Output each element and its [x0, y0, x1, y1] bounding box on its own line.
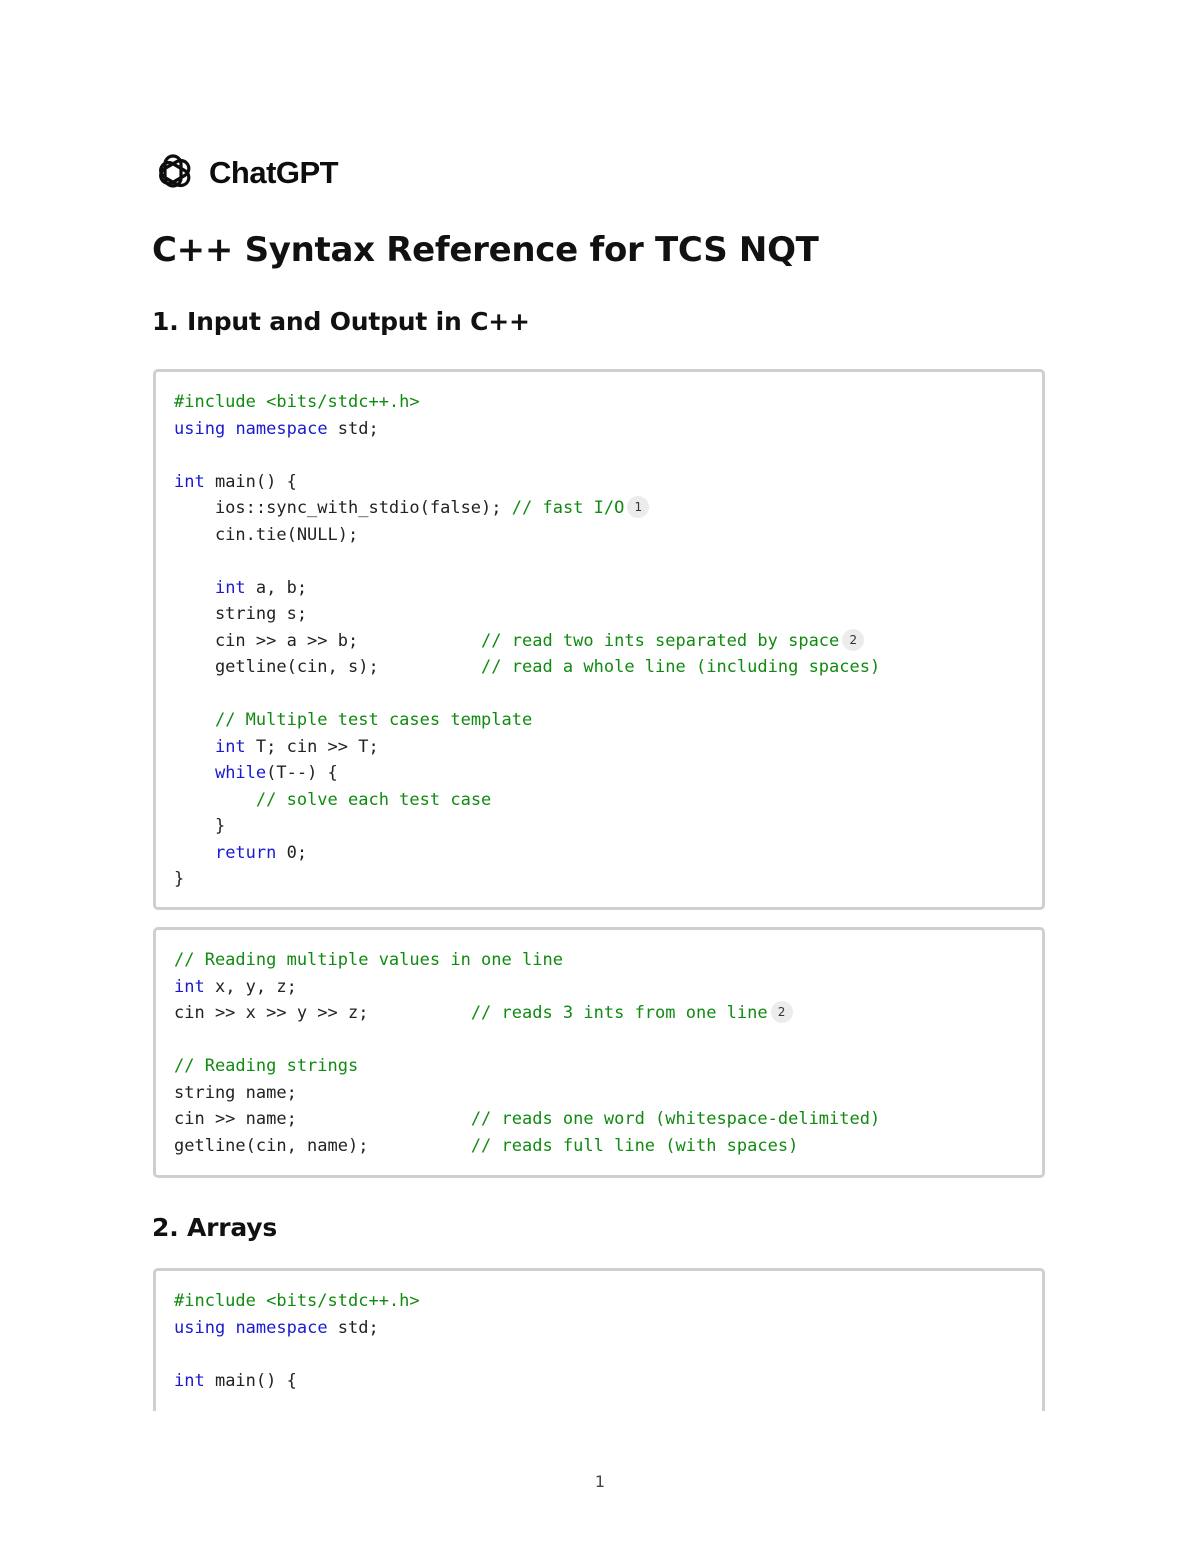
- code-token: cin.tie(NULL);: [174, 524, 359, 545]
- code-block-reading-values: [153, 927, 1045, 1178]
- code-block-arrays: [153, 1268, 1045, 1411]
- code-comment: // Reading strings: [174, 1056, 359, 1076]
- code-token: [225, 1318, 235, 1338]
- code-token: string name;: [174, 1082, 297, 1103]
- code-token: getline(cin, s);: [174, 657, 482, 677]
- openai-logo-icon: [152, 152, 194, 194]
- code-token: string s;: [174, 604, 308, 624]
- code-comment: // reads one word (whitespace-delimited): [470, 1109, 881, 1129]
- code-token: [174, 763, 215, 783]
- code-token: 0;: [276, 842, 308, 863]
- code-token: std;: [327, 1317, 379, 1338]
- brand-name: ChatGPT: [209, 155, 339, 190]
- code-keyword: int: [214, 577, 246, 598]
- citation-badge[interactable]: 2: [771, 1001, 793, 1023]
- code-text: [156, 372, 1042, 893]
- code-keyword: int: [174, 1370, 205, 1391]
- code-keyword: int: [174, 471, 205, 492]
- code-text: [156, 1271, 1042, 1394]
- code-comment: // reads full line (with spaces): [470, 1135, 799, 1156]
- code-keyword: int: [214, 736, 246, 757]
- code-token: }: [174, 816, 226, 836]
- brand-logo: [152, 151, 338, 195]
- document-title: C++ Syntax Reference for TCS NQT: [152, 230, 819, 270]
- code-token: cin >> x >> y >> z;: [174, 1003, 471, 1023]
- code-token: ios::sync_with_stdio(false);: [174, 498, 512, 518]
- code-comment: // read two ints separated by space: [481, 630, 840, 651]
- code-block-io-template: [153, 369, 1045, 910]
- code-token: main() {: [204, 1370, 297, 1391]
- code-token: cin >> name;: [174, 1109, 471, 1129]
- code-token: [174, 843, 215, 863]
- citation-badge[interactable]: 1: [627, 496, 649, 518]
- code-comment: // reads 3 ints from one line: [470, 1003, 768, 1023]
- code-token: #include <bits/stdc++.h>: [174, 392, 420, 412]
- code-comment: // Multiple test cases template: [214, 710, 533, 730]
- code-token: cin >> a >> b;: [174, 630, 482, 651]
- code-token: [225, 419, 235, 439]
- code-text: [156, 930, 1042, 1159]
- code-token: main() {: [204, 471, 297, 492]
- code-comment: // Reading multiple values in one line: [174, 950, 563, 970]
- code-token: T; cin >> T;: [245, 736, 379, 757]
- section-title-input-output: 1. Input and Output in C++: [152, 307, 530, 336]
- code-token: [174, 578, 215, 598]
- code-keyword: using: [174, 1317, 226, 1338]
- citation-badge[interactable]: 2: [842, 629, 864, 651]
- code-token: (T--) {: [266, 763, 338, 783]
- code-keyword: while: [214, 763, 267, 783]
- code-comment: // solve each test case: [255, 789, 492, 810]
- code-keyword: return: [214, 842, 277, 863]
- code-keyword: namespace: [235, 1317, 328, 1338]
- code-token: [174, 710, 215, 730]
- code-token: }: [174, 869, 185, 889]
- code-comment: // fast I/O: [511, 498, 625, 518]
- code-token: a, b;: [245, 577, 308, 598]
- code-token: #include <bits/stdc++.h>: [174, 1291, 420, 1311]
- code-token: std;: [327, 418, 379, 439]
- code-token: [174, 737, 215, 757]
- code-keyword: namespace: [235, 418, 328, 439]
- section-title-arrays: 2. Arrays: [152, 1213, 278, 1242]
- code-keyword: using: [174, 418, 226, 439]
- code-comment: // read a whole line (including spaces): [481, 657, 881, 677]
- page-number: 1: [594, 1472, 606, 1491]
- code-token: [174, 790, 256, 810]
- code-token: x, y, z;: [204, 976, 297, 997]
- code-token: getline(cin, name);: [174, 1135, 471, 1156]
- code-keyword: int: [174, 976, 205, 997]
